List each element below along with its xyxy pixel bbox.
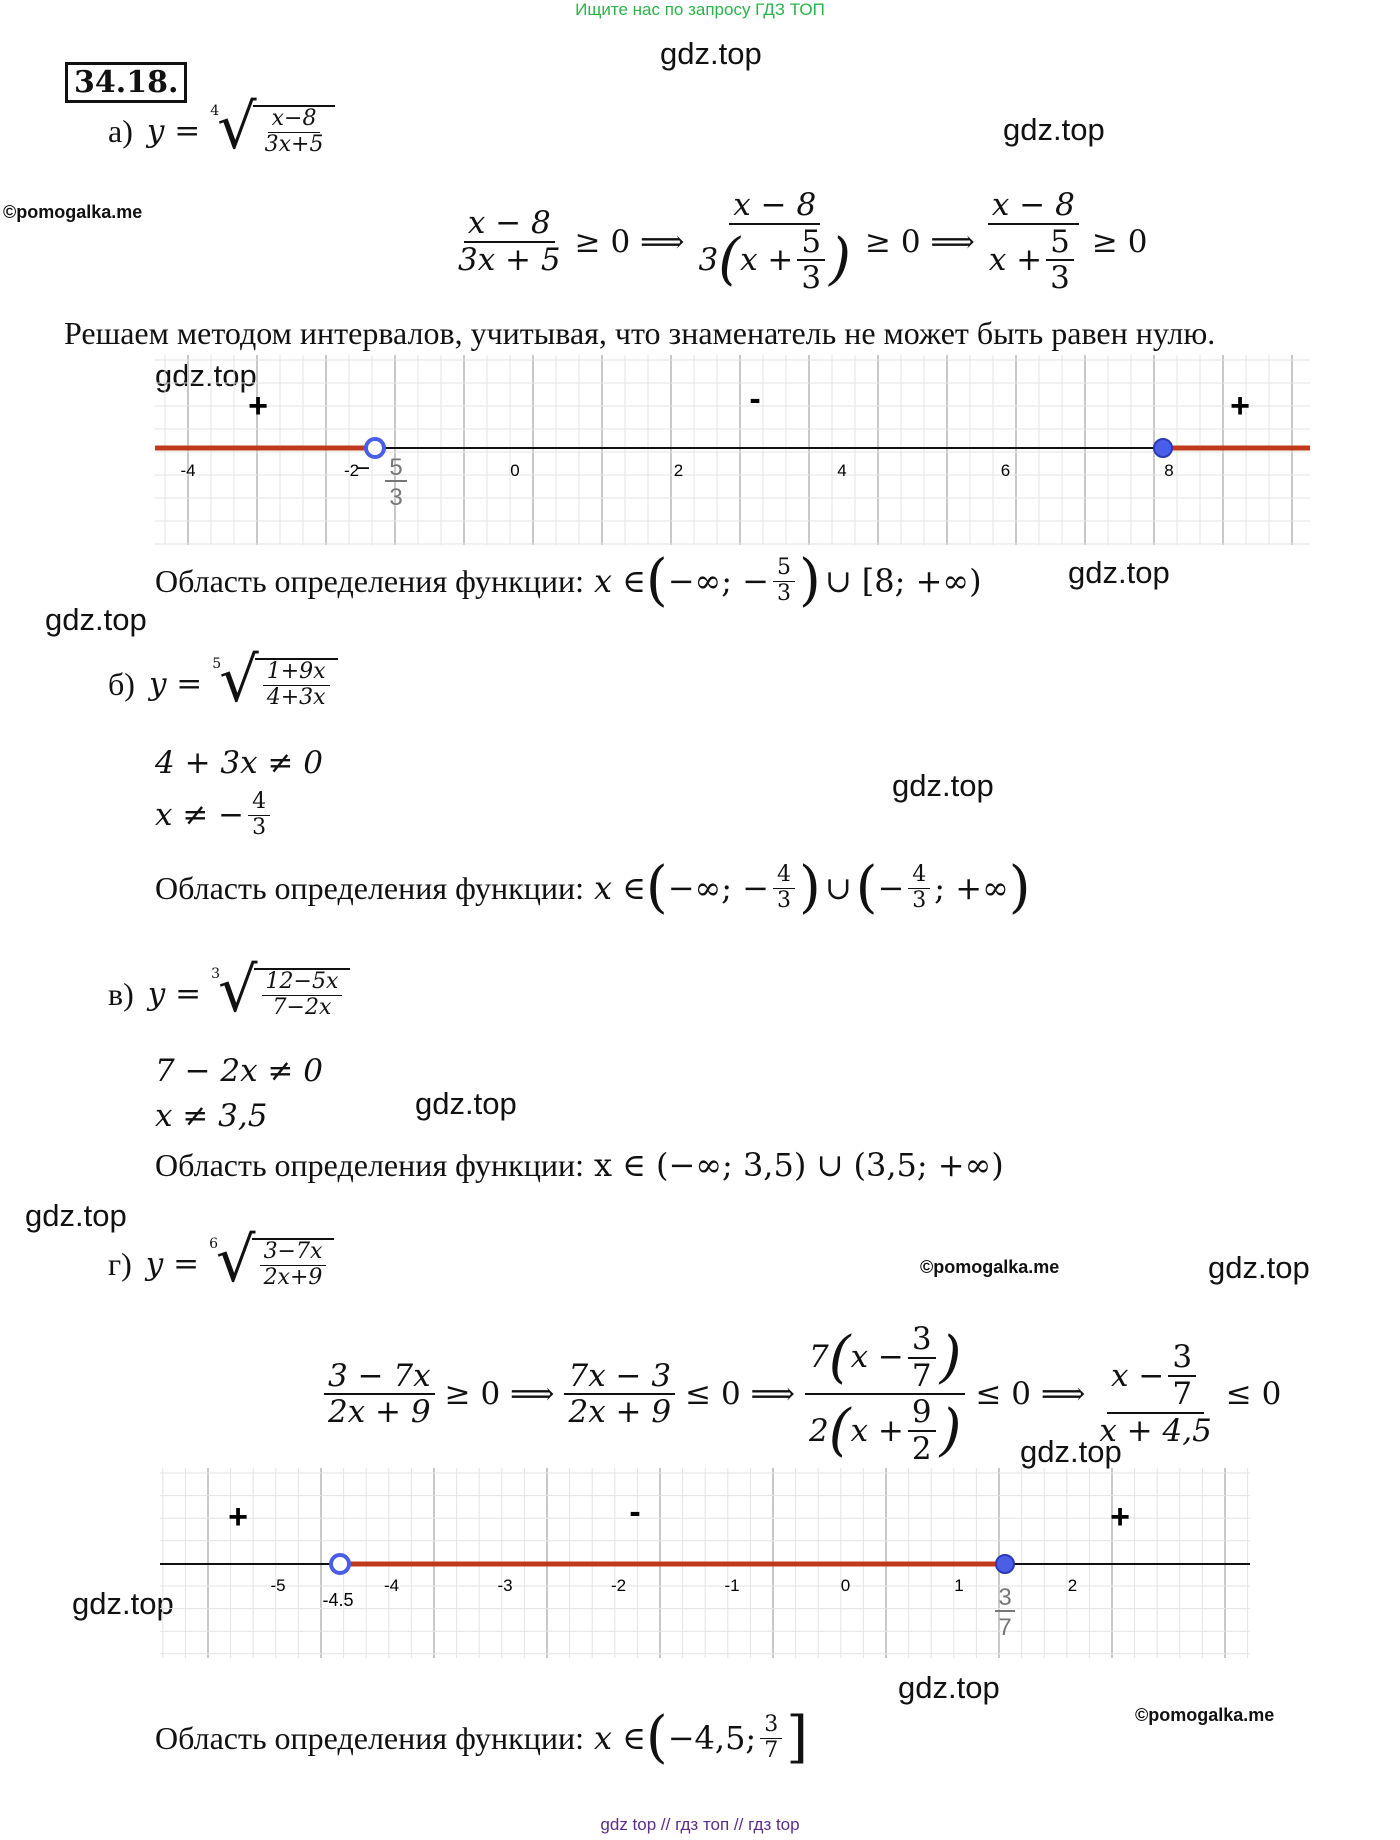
copyright: ©pomogalka.me (3, 202, 143, 222)
problem-number: 34.18. (65, 62, 187, 103)
footer-links[interactable]: gdz top // гдз топ // гдз top (600, 1815, 800, 1834)
tick-labels (180, 461, 1173, 480)
closed-point-label-num: 3 (998, 1584, 1012, 1611)
sign-plus-right: + (1110, 1498, 1130, 1536)
tick-label: -3 (497, 1576, 513, 1595)
closed-point (996, 1555, 1014, 1573)
sign-minus: - (629, 1493, 641, 1531)
open-point (331, 1555, 349, 1573)
sign-plus-left: + (228, 1498, 248, 1536)
tick-label: 2 (673, 461, 684, 480)
top-banner[interactable]: Ищите нас по запросу ГДЗ ТОП (575, 0, 825, 19)
part-v-line2: x ≠ 3,5 (155, 1098, 268, 1134)
open-point-label-den: 3 (389, 484, 403, 511)
part-b-function: б) y = 5 √ $\frac{1+9x}{4+3x}$ (108, 658, 338, 710)
watermark: gdz.top (45, 602, 147, 637)
watermark: gdz.top (1208, 1250, 1310, 1285)
part-a-answer: Область определения функции: x ∈ ( −∞; − $\frac{5}{3}$ ) ∪ [8; +∞) (155, 548, 982, 613)
watermark: gdz.top (892, 768, 994, 803)
tick-label: 4 (837, 461, 847, 480)
part-a-inequality-chain: $\frac{x - 8}{3x + 5}$ ≥ 0 ⟹ x − 8 3 ( x + $\frac{5}{3}$ ) ≥ 0 ⟹ x − 8 x + $\frac{5}{3}$ ≥ 0 (458, 187, 1148, 297)
open-point-label: -4.5 (322, 1590, 354, 1610)
part-a-label: а) (108, 112, 133, 149)
watermark: gdz.top (898, 1670, 1000, 1705)
part-b-label: б) (108, 665, 135, 702)
part-a-function (108, 90, 335, 163)
watermark: gdz.top (25, 1198, 127, 1233)
copyright: ©pomogalka.me (920, 1257, 1060, 1277)
number-line-a (155, 355, 1310, 545)
copyright: ©pomogalka.me (1135, 1705, 1275, 1725)
open-point-label-num: 5 (389, 454, 403, 481)
part-v-label: в) (108, 975, 134, 1012)
part-g-inequality-chain: $\frac{3 - 7x}{2x + 9}$ ≥ 0 ⟹ $\frac{7x - 3}{2x + 9}$ ≤ 0 ⟹ 7 ( x − $\frac{3}{7}$ ) 2 ( x + $\frac{9}{2}$ ) ≤ 0 ⟹ x − $\frac{3}{7}$ x + 4,5 ≤ 0 (320, 1322, 1281, 1467)
tick-label: 1 (954, 1576, 964, 1595)
tick-label: -1 (724, 1576, 740, 1595)
tick-label: 8 (1164, 461, 1174, 480)
tick-label: -2 (610, 1576, 627, 1595)
number-line-g (160, 1468, 1250, 1658)
tick-label: -5 (270, 1576, 286, 1595)
tick-label: 2 (1067, 1576, 1078, 1595)
part-a-root: 4 √ $\frac{x-8}{3x+5}$ (210, 105, 335, 157)
part-g-label: г) (108, 1245, 132, 1282)
part-g-answer: Область определения функции: x ∈ ( −4,5; $\frac{3}{7}$ ] (155, 1705, 809, 1770)
part-a-y: y = (146, 113, 201, 150)
watermark: gdz.top (660, 36, 762, 71)
part-g-function: г) y = 6 √ $\frac{3-7x}{2x+9}$ (108, 1238, 334, 1290)
tick-label: -2 (343, 461, 360, 480)
sign-minus: - (749, 380, 761, 418)
tick-label: 6 (1000, 461, 1011, 480)
part-v-function: в) y = 3 √ $\frac{12-5x}{7-2x}$ (108, 968, 350, 1020)
watermark: gdz.top (415, 1086, 517, 1121)
tick-label: 0 (840, 1576, 851, 1595)
part-b-line1: 4 + 3x ≠ 0 (155, 745, 324, 781)
watermark: gdz.top (1003, 112, 1105, 147)
sign-plus-right: + (1230, 387, 1250, 425)
tick-label: -4 (180, 461, 196, 480)
method-text: Решаем методом интервалов, учитывая, что знаменатель не может быть равен нулю. (64, 315, 1216, 351)
part-v-line1: 7 − 2x ≠ 0 (155, 1053, 324, 1089)
closed-point (1154, 439, 1172, 457)
open-point-label-minus: − (355, 455, 371, 482)
sign-plus-left: + (248, 387, 268, 425)
part-b-line2: x ≠ − $\frac{4}{3}$ (155, 790, 274, 840)
part-b-answer: Область определения функции: x ∈ ( −∞; − $\frac{4}{3}$ ) ∪ ( − $\frac{4}{3}$ ; +∞ ) (155, 855, 1031, 920)
tick-label: -4 (383, 1576, 400, 1595)
watermark: gdz.top (1068, 555, 1170, 590)
watermark: gdz.top (1020, 1434, 1122, 1469)
watermark: gdz.top (72, 1586, 174, 1621)
closed-point-label-den: 7 (998, 1614, 1012, 1641)
part-v-answer: Область определения функции: x ∈ (−∞; 3,5) ∪ (3,5; +∞) (155, 1146, 1004, 1184)
watermark: gdz.top (155, 358, 257, 393)
tick-label: 0 (510, 461, 520, 480)
